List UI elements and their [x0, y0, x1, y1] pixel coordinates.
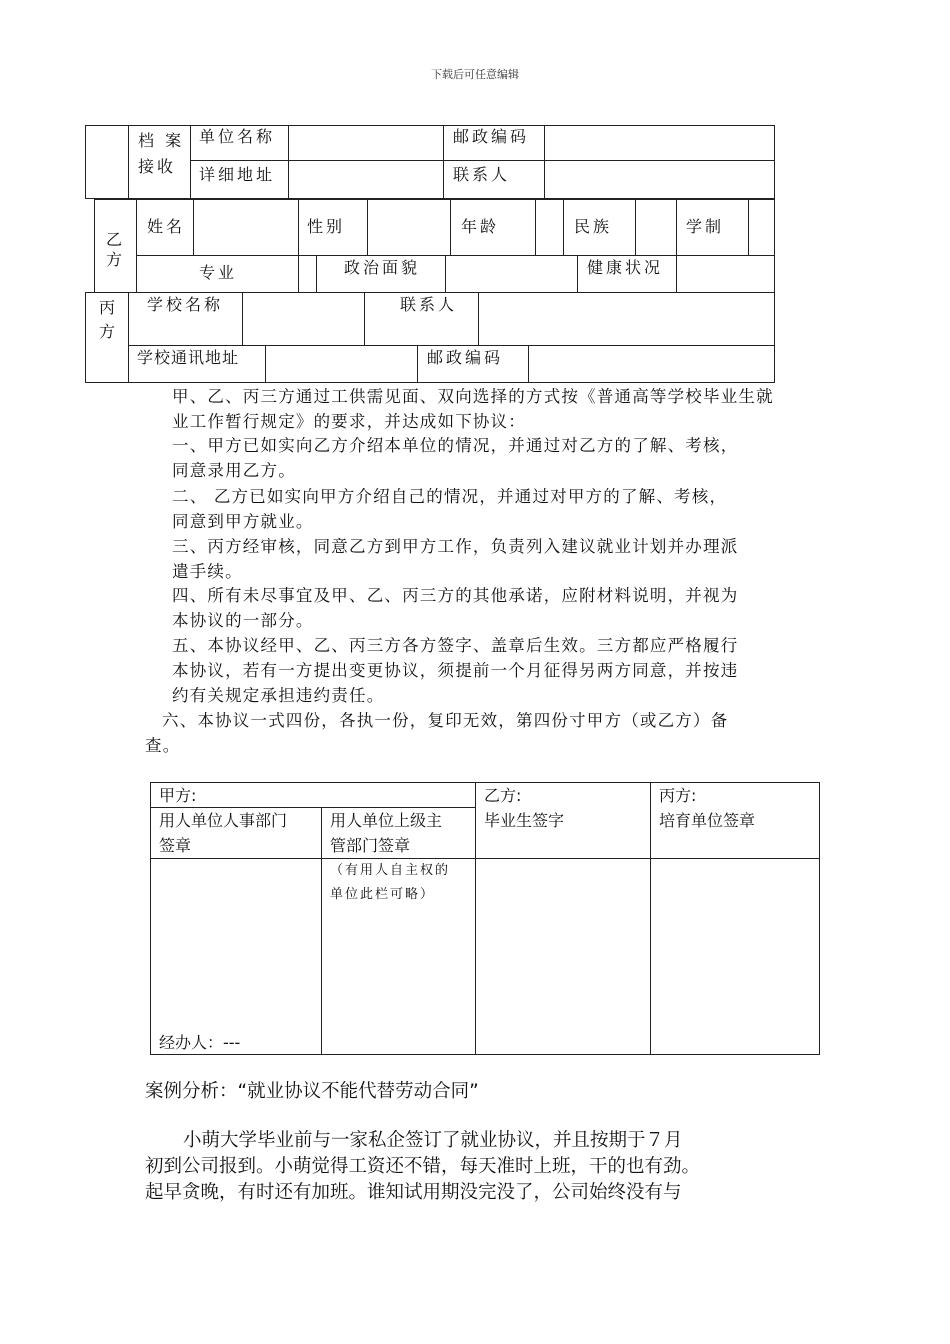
school-address-label: 学校通讯地址 — [137, 348, 240, 367]
intro-line-2: 业工作暂行规定》的要求，并达成如下协议： — [172, 412, 526, 431]
sup-note-line-1: （有用人自主权的 — [330, 863, 451, 878]
clause-3-line-1: 三、丙方经审核，同意乙方到甲方工作，负责列入建议就业计划并办理派 — [172, 537, 739, 556]
political-label: 政治面貌 — [344, 258, 421, 277]
sup-note-line-2: 单位此栏可略） — [330, 887, 436, 902]
sign-party-a: 甲方: — [159, 786, 197, 805]
clause-6-line-2: 查。 — [145, 736, 181, 755]
clause-5-line-1: 五、本协议经甲、乙、丙三方各方签字、盖章后生效。三方都应严格履行 — [172, 636, 739, 655]
graduate-sign-label: 毕业生签字 — [484, 811, 565, 830]
hr-seal-line-2: 签章 — [159, 836, 192, 855]
case-line-1: 小萌大学毕业前与一家私企签订了就业协议，并且按期于７月 — [183, 1130, 683, 1151]
age-label: 年龄 — [461, 217, 500, 236]
clause-1-line-2: 同意录用乙方。 — [172, 461, 296, 480]
clause-2-line-2: 同意到甲方就业。 — [172, 512, 314, 531]
party-b-table — [94, 199, 775, 293]
school-seal-label: 培育单位签章 — [659, 811, 756, 830]
clause-5-line-2: 本协议，若有一方提出变更协议，须提前一个月征得另两方同意，并按违 — [172, 661, 739, 680]
archive-table — [85, 125, 775, 199]
archive-receive-label: 档 案 接收 — [138, 131, 185, 176]
handler-label: 经办人：--- — [159, 1033, 241, 1052]
case-line-3: 起早贪晚，有时还有加班。谁知试用期没完没了，公司始终没有与 — [145, 1182, 682, 1203]
school-postcode-label: 邮政编码 — [427, 348, 504, 367]
contact-label: 联系人 — [453, 165, 511, 184]
gender-label: 性别 — [307, 217, 346, 236]
postcode-label: 邮政编码 — [453, 127, 530, 146]
ethnicity-label: 民族 — [574, 217, 613, 236]
case-title: 案例分析：“就业协议不能代替劳动合同” — [145, 1081, 479, 1102]
page-header-note: 下载后可任意编辑 — [431, 68, 519, 81]
clause-3-line-2: 遣手续。 — [172, 562, 243, 581]
clause-4-line-2: 本协议的一部分。 — [172, 611, 314, 630]
intro-line-1: 甲、乙、丙三方通过工供需见面、双向选择的方式按《普通高等学校毕业生就 — [172, 387, 774, 406]
clause-4-line-1: 四、所有未尽事宜及甲、乙、丙三方的其他承诺，应附材料说明，并视为 — [172, 586, 739, 605]
party-c-label: 丙 方 — [99, 298, 116, 341]
health-label: 健康状况 — [587, 258, 664, 277]
clause-6-line-1: 六、本协议一式四份，各执一份，复印无效，第四份寸甲方（或乙方）备 — [162, 711, 729, 730]
hr-seal-line-1: 用人单位人事部门 — [159, 811, 288, 830]
sup-seal-line-2: 管部门签章 — [330, 836, 411, 855]
school-contact-label: 联系人 — [400, 295, 458, 314]
schooling-label: 学制 — [686, 217, 725, 236]
school-name-label: 学校名称 — [147, 295, 224, 314]
address-label: 详细地址 — [199, 165, 276, 184]
clause-2-line-1: 二、 乙方已如实向甲方介绍自己的情况，并通过对甲方的了解、考核， — [172, 487, 728, 506]
sign-party-c: 丙方: — [659, 786, 697, 805]
major-label: 专业 — [199, 263, 238, 282]
clause-5-line-3: 约有关规定承担违约责任。 — [172, 686, 385, 705]
party-b-label: 乙 方 — [106, 230, 123, 269]
sup-seal-line-1: 用人单位上级主 — [330, 811, 443, 830]
sign-party-b: 乙方: — [484, 786, 522, 805]
unit-name-label: 单位名称 — [199, 127, 276, 146]
case-line-2: 初到公司报到。小萌觉得工资还不错，每天准时上班，干的也有劲。 — [145, 1156, 701, 1177]
name-label: 姓名 — [147, 217, 186, 236]
clause-1-line-1: 一、甲方已如实向乙方介绍本单位的情况，并通过对乙方的了解、考核， — [172, 436, 739, 455]
